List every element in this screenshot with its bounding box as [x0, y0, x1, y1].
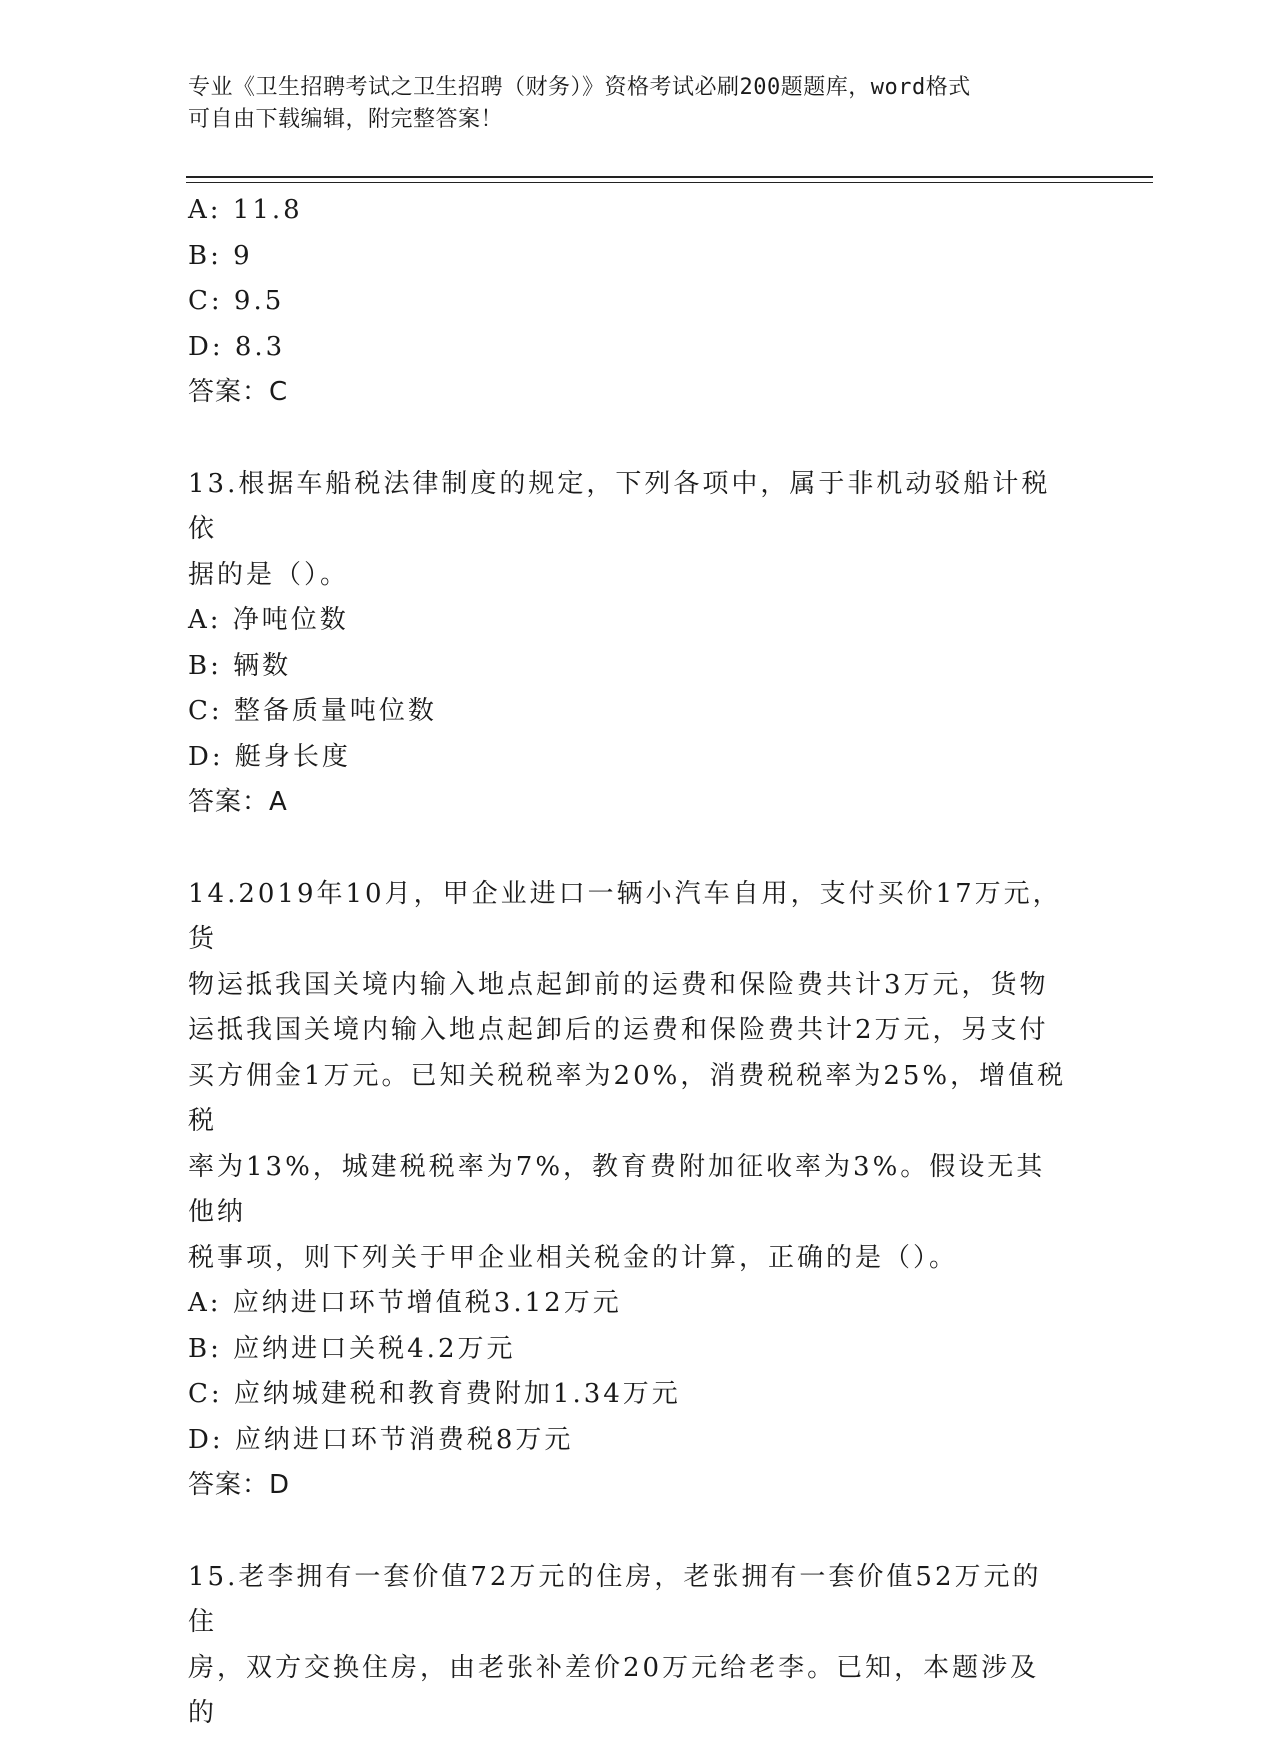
answer: 答案：C [188, 377, 289, 407]
question-12 [188, 188, 1068, 416]
question-13 [188, 462, 1068, 826]
question-stem-line: 税事项，则下列关于甲企业相关税金的计算，正确的是（）。 [188, 1242, 959, 1273]
question-stem-line: 房，双方交换住房，由老张补差价20万元给老李。已知，本题涉及的 [188, 1652, 1040, 1728]
header-line-1: 专业《卫生招聘考试之卫生招聘（财务）》资格考试必刷200题题库，word格式 [188, 75, 971, 100]
question-stem-line: 14.2019年10月，甲企业进口一辆小汽车自用，支付买价17万元，货 [188, 878, 1062, 954]
document-header [188, 72, 1088, 136]
option-b: B: 应纳进口关税4.2万元 [188, 1333, 516, 1364]
option-d: D: 8.3 [188, 331, 286, 362]
header-line-2: 可自由下载编辑，附完整答案！ [188, 107, 504, 132]
question-stem-line: 13.根据车船税法律制度的规定，下列各项中，属于非机动驳船计税依 [188, 468, 1051, 544]
question-spacer [188, 826, 1068, 872]
option-c: C: 应纳城建税和教育费附加1.34万元 [188, 1379, 681, 1409]
question-stem-line: 据的是（）。 [188, 559, 350, 590]
question-stem-line: 15.老李拥有一套价值72万元的住房，老张拥有一套价值52万元的住 [188, 1561, 1042, 1637]
option-a: A: 11.8 [188, 195, 303, 225]
question-stem-line: 物运抵我国关境内输入地点起卸前的运费和保险费共计3万元，货物 [188, 969, 1049, 1000]
answer: 答案：A [188, 787, 288, 817]
question-stem-line: 运抵我国关境内输入地点起卸后的运费和保险费共计2万元，另支付 [188, 1015, 1049, 1045]
question-spacer [188, 416, 1068, 462]
option-b: B: 辆数 [188, 650, 292, 681]
header-divider-thin [186, 182, 1153, 183]
option-d: D: 应纳进口环节消费税8万元 [188, 1424, 574, 1455]
question-14 [188, 872, 1068, 1509]
question-stem-line: 买方佣金1万元。已知关税税率为20%，消费税税率为25%，增值税税 [188, 1060, 1067, 1136]
question-15 [188, 1555, 1068, 1737]
header-divider-thick [186, 176, 1153, 178]
option-c: C: 9.5 [188, 286, 285, 316]
option-d: D: 艇身长度 [188, 741, 351, 772]
option-c: C: 整备质量吨位数 [188, 696, 437, 726]
answer: 答案：D [188, 1470, 291, 1500]
option-a: A: 应纳进口环节增值税3.12万元 [188, 1288, 622, 1318]
option-b: B: 9 [188, 240, 253, 271]
option-a: A: 净吨位数 [188, 605, 349, 635]
question-spacer [188, 1509, 1068, 1555]
question-stem-line: 率为13%，城建税税率为7%，教育费附加征收率为3%。假设无其他纳 [188, 1151, 1046, 1227]
document-body [188, 188, 1068, 1737]
